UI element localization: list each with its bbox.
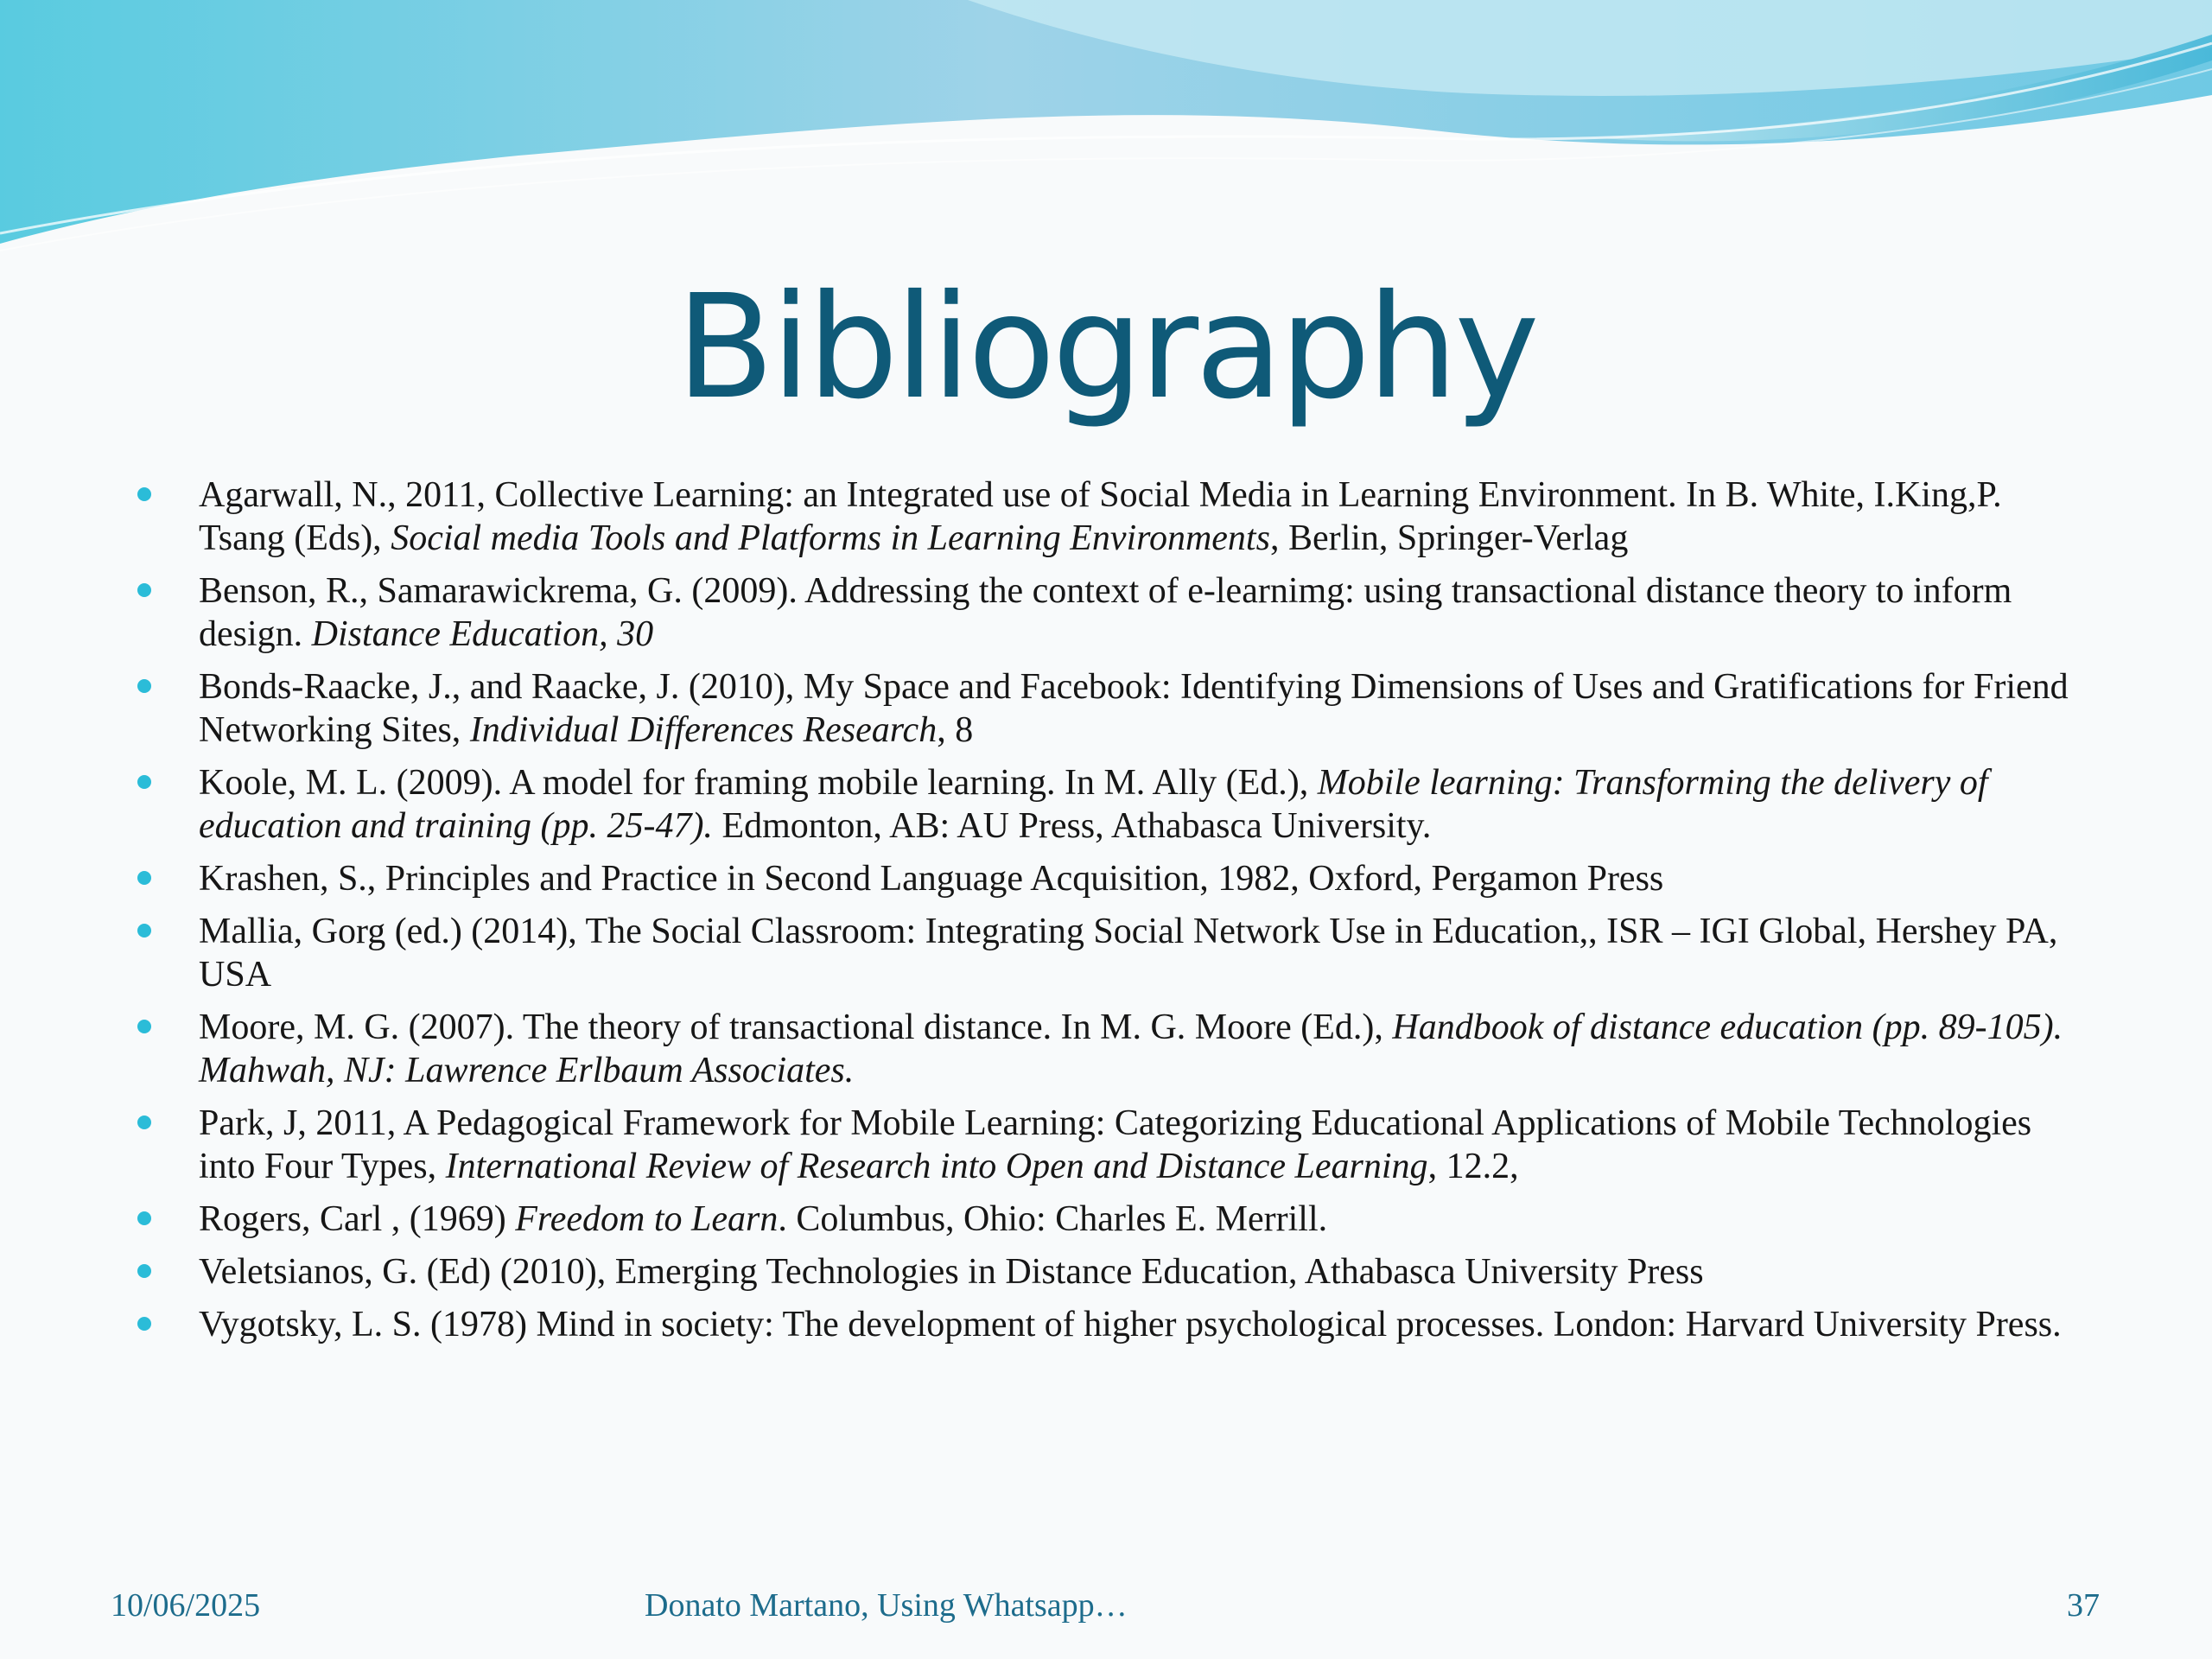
reference-text: Benson, R., Samarawickrema, G. (2009). Addressing the context of e-learnimg: using transactional distance theory to inform design. xyxy=(199,571,2012,654)
reference-text: Park, J, 2011, A Pedagogical Framework for Mobile Learning: Categorizing Educational Applications of Mobile Technologies into Four Types, xyxy=(199,1103,2032,1186)
reference-item xyxy=(130,1303,2091,1346)
reference-item xyxy=(130,1250,2091,1294)
bullet-icon xyxy=(137,871,151,885)
bullet-icon xyxy=(137,487,151,501)
reference-item xyxy=(130,474,2091,560)
footer-author: Donato Martano, Using Whatsapp… xyxy=(645,1587,1128,1624)
reference-italic-text: Handbook of distance education (pp. 89-105). Mahwah, NJ: Lawrence Erlbaum Associates. xyxy=(199,1007,2063,1090)
footer-page-number: 37 xyxy=(2067,1587,2100,1624)
reference-text: Krashen, S., Principles and Practice in Second Language Acquisition, 1982, Oxford, Pergamon Press xyxy=(199,859,1664,899)
reference-italic-text: Social media Tools and Platforms in Learning Environments xyxy=(391,518,1270,558)
reference-item xyxy=(130,569,2091,656)
reference-italic-text: Freedom to Learn xyxy=(515,1199,779,1239)
reference-text: Bonds-Raacke, J., and Raacke, J. (2010), My Space and Facebook: Identifying Dimensions of Uses and Gratifications for Friend Networking Sites, xyxy=(199,667,2069,750)
reference-text: Mallia, Gorg (ed.) (2014), The Social Classroom: Integrating Social Network Use in Education,, ISR – IGI Global, Hershey PA, USA xyxy=(199,912,2058,995)
reference-text: . Columbus, Ohio: Charles E. Merrill. xyxy=(778,1199,1328,1239)
reference-item xyxy=(130,1198,2091,1241)
slide-title: Bibliography xyxy=(676,264,1536,431)
bullet-icon xyxy=(137,679,151,693)
reference-text: , Berlin, Springer-Verlag xyxy=(1269,518,1629,558)
reference-text: Veletsianos, G. (Ed) (2010), Emerging Technologies in Distance Education, Athabasca University Press xyxy=(199,1252,1704,1292)
reference-item xyxy=(130,1102,2091,1188)
reference-italic-text: International Review of Research into Open and Distance Learning xyxy=(445,1147,1428,1186)
reference-text: , 8 xyxy=(937,710,974,750)
bibliography-list xyxy=(130,474,2091,1356)
bullet-icon xyxy=(137,583,151,597)
reference-text: Edmonton, AB: AU Press, Athabasca University. xyxy=(712,806,1432,846)
header-wave-decoration xyxy=(0,0,2212,259)
reference-italic-text: Distance Education, 30 xyxy=(311,614,654,654)
bullet-icon xyxy=(137,775,151,789)
reference-text: , 12.2, xyxy=(1427,1147,1519,1186)
reference-text: Agarwall, N., 2011, Collective Learning: an Integrated use of Social Media in Learning Environment. In B. White, I.King,P. Tsang (Eds), xyxy=(199,475,2002,558)
reference-italic-text: Mobile learning: Transforming the delivery of education and training (pp. 25-47). xyxy=(199,763,1988,846)
bullet-icon xyxy=(137,1211,151,1225)
reference-item xyxy=(130,910,2091,996)
bullet-icon xyxy=(137,1116,151,1129)
reference-text: Moore, M. G. (2007). The theory of transactional distance. In M. G. Moore (Ed.), xyxy=(199,1007,1393,1047)
reference-text: Rogers, Carl , (1969) xyxy=(199,1199,516,1239)
reference-item xyxy=(130,1006,2091,1092)
bullet-icon xyxy=(137,1317,151,1331)
footer-date: 10/06/2025 xyxy=(111,1587,261,1624)
reference-item xyxy=(130,857,2091,900)
reference-item xyxy=(130,761,2091,848)
reference-text: Vygotsky, L. S. (1978) Mind in society: The development of higher psychological processes. London: Harvard University Press. xyxy=(199,1305,2062,1344)
reference-italic-text: Individual Differences Research xyxy=(469,710,938,750)
bullet-icon xyxy=(137,1264,151,1278)
reference-item xyxy=(130,665,2091,752)
bullet-icon xyxy=(137,924,151,938)
bullet-icon xyxy=(137,1020,151,1033)
reference-text: Koole, M. L. (2009). A model for framing mobile learning. In M. Ally (Ed.), xyxy=(199,763,1318,803)
